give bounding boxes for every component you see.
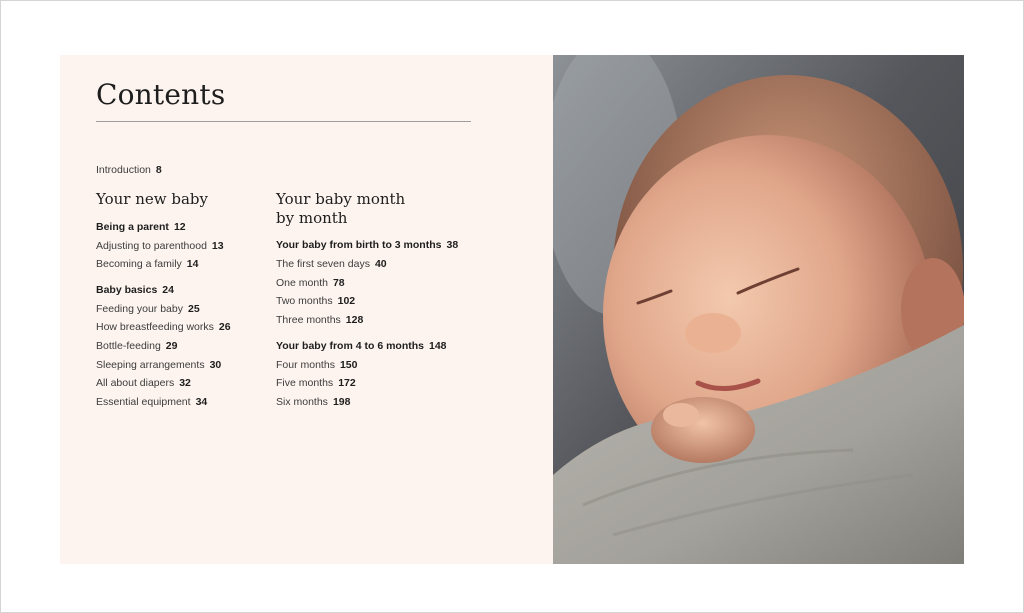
toc-entry[interactable]: Feeding your baby 25 — [96, 303, 200, 315]
toc-entry[interactable]: Five months 172 — [276, 377, 356, 389]
toc-entry[interactable]: Four months 150 — [276, 359, 358, 371]
toc-entry[interactable]: One month 78 — [276, 277, 345, 289]
section-heading-your-new-baby: Your new baby — [96, 190, 208, 208]
toc-entry[interactable]: How breastfeeding works 26 — [96, 321, 231, 333]
toc-entry[interactable]: All about diapers 32 — [96, 377, 191, 389]
sleeping-baby-photo — [553, 55, 964, 564]
toc-entry-birth-to-3-months[interactable]: Your baby from birth to 3 months 38 — [276, 239, 459, 251]
toc-entry[interactable]: Two months 102 — [276, 295, 356, 307]
toc-entry-introduction[interactable]: Introduction 8 — [96, 164, 162, 176]
toc-entry[interactable]: Becoming a family 14 — [96, 258, 199, 270]
toc-entry[interactable]: Bottle-feeding 29 — [96, 340, 178, 352]
toc-entry[interactable]: Adjusting to parenthood 13 — [96, 240, 224, 252]
toc-entry-4-to-6-months[interactable]: Your baby from 4 to 6 months 148 — [276, 340, 447, 352]
toc-entry-baby-basics[interactable]: Baby basics 24 — [96, 284, 174, 296]
toc-entry-being-a-parent[interactable]: Being a parent 12 — [96, 221, 186, 233]
page-title: Contents — [96, 78, 226, 111]
toc-entry[interactable]: The first seven days 40 — [276, 258, 387, 270]
toc-entry[interactable]: Sleeping arrangements 30 — [96, 359, 222, 371]
toc-entry[interactable]: Six months 198 — [276, 396, 351, 408]
section-heading-your-baby-month-by-month: Your baby month by month — [276, 190, 406, 227]
title-divider — [96, 121, 471, 122]
toc-entry[interactable]: Essential equipment 34 — [96, 396, 208, 408]
baby-illustration — [553, 55, 964, 564]
toc-entry[interactable]: Three months 128 — [276, 314, 364, 326]
